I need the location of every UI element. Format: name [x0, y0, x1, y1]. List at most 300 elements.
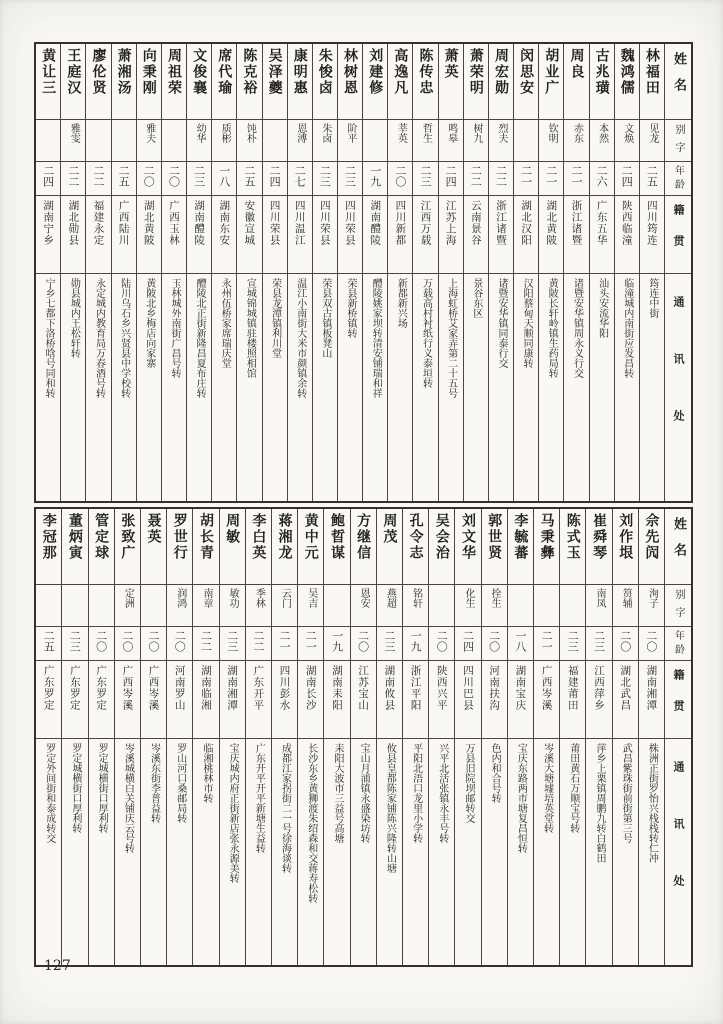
courtesy-cell	[534, 585, 559, 627]
origin-cell-text: 浙江平阳	[409, 665, 422, 711]
name-cell-text: 李毓蕃	[512, 513, 529, 561]
courtesy-cell	[313, 120, 337, 162]
courtesy-cell	[508, 585, 533, 627]
name-cell	[89, 509, 114, 585]
name-cell	[167, 509, 192, 585]
courtesy-cell-text: 定洲	[122, 588, 134, 608]
name-cell	[298, 509, 323, 585]
age-cell	[298, 627, 323, 661]
age-cell	[351, 627, 376, 661]
entry-column	[85, 44, 110, 501]
header-address-text: 通讯处	[672, 761, 685, 932]
name-cell-text: 周宏勋	[492, 48, 509, 96]
age-cell	[613, 627, 638, 661]
address-cell-text: 醴陵姚家坝转清安铺瑞和祥	[370, 278, 382, 398]
name-cell	[508, 509, 533, 585]
courtesy-cell-text: 文焕	[621, 123, 633, 143]
age-cell-text: 二六	[595, 165, 609, 187]
age-cell	[162, 162, 186, 196]
courtesy-cell	[590, 120, 614, 162]
age-cell	[539, 162, 563, 196]
origin-cell-text: 陕西兴平	[435, 665, 448, 711]
age-cell	[534, 627, 559, 661]
name-cell	[62, 509, 87, 585]
header-courtesy-text: 别字	[673, 124, 684, 160]
origin-cell	[237, 196, 261, 274]
name-cell	[115, 509, 140, 585]
age-cell	[388, 162, 412, 196]
address-cell	[413, 274, 437, 501]
address-cell-text: 岑溪大塘墟培英堂转	[541, 743, 553, 833]
address-cell	[220, 739, 245, 965]
courtesy-cell	[298, 585, 323, 627]
name-cell	[137, 44, 161, 120]
origin-cell	[489, 196, 513, 274]
address-cell	[288, 274, 312, 501]
origin-cell-text: 广西岑溪	[121, 665, 134, 711]
origin-cell-text: 湖南湘潭	[645, 665, 658, 711]
address-cell-text: 株洲正街罗怡兴栈栈转仁冲	[646, 743, 658, 863]
address-cell	[534, 739, 559, 965]
name-cell-text: 周茂	[381, 513, 398, 545]
address-cell-text: 荣县双古镇板凳山	[319, 278, 331, 358]
name-cell-text: 廖伦贤	[90, 48, 107, 96]
address-cell-text: 玉林城外南街广昌号转	[168, 278, 180, 378]
address-cell-text: 景谷东区	[470, 278, 482, 318]
name-cell	[187, 44, 211, 120]
address-cell	[338, 274, 362, 501]
header-column	[664, 509, 691, 965]
address-cell-text: 岑溪东街李普益转	[148, 743, 160, 823]
age-cell-text: 二三	[318, 165, 332, 187]
origin-cell-text: 广西陆川	[117, 200, 130, 246]
name-cell-text: 朱悛卤	[316, 48, 333, 96]
entry-column	[111, 44, 136, 501]
origin-cell	[508, 661, 533, 739]
courtesy-cell-text: 雅雯	[68, 123, 80, 143]
origin-cell	[246, 661, 271, 739]
name-cell	[36, 509, 61, 585]
header-origin-text: 籍贯	[672, 204, 685, 266]
name-cell-text: 鲍晢谋	[328, 513, 345, 561]
entry-column	[513, 44, 538, 501]
origin-cell-text: 湖南临湘	[199, 665, 212, 711]
courtesy-cell	[237, 120, 261, 162]
origin-cell	[560, 661, 585, 739]
age-cell-text: 二〇	[142, 165, 156, 187]
age-cell	[193, 627, 218, 661]
entry-column	[402, 509, 428, 965]
age-cell	[36, 627, 61, 661]
origin-cell	[89, 661, 114, 739]
age-cell	[263, 162, 287, 196]
address-cell	[187, 274, 211, 501]
header-origin	[665, 196, 691, 274]
entry-column	[337, 44, 362, 501]
origin-cell-text: 四川巴县	[461, 665, 474, 711]
address-cell-text: 莆田黄石万顺宝号转	[567, 743, 579, 833]
address-cell-text: 成都江家拐街二一号徐海谈转	[279, 743, 291, 873]
name-cell-text: 魏鸿儒	[618, 48, 635, 96]
header-courtesy-text: 别字	[673, 589, 684, 625]
origin-cell	[193, 661, 218, 739]
courtesy-cell	[338, 120, 362, 162]
courtesy-cell-text: 南章	[200, 588, 212, 608]
address-cell	[89, 739, 114, 965]
address-cell	[162, 274, 186, 501]
name-cell	[639, 509, 664, 585]
age-cell-text: 二五	[117, 165, 131, 187]
name-cell-text: 周敏	[224, 513, 241, 545]
origin-cell-text: 陕西临潼	[620, 200, 633, 246]
courtesy-cell	[112, 120, 136, 162]
name-cell	[615, 44, 639, 120]
name-cell-text: 聂英	[145, 513, 162, 545]
origin-cell-text: 湖南宁乡	[42, 200, 55, 246]
entry-column	[114, 509, 140, 965]
header-name	[665, 44, 691, 120]
name-cell	[388, 44, 412, 120]
origin-cell-text: 广东五华	[595, 200, 608, 246]
origin-cell-text: 广东罗定	[68, 665, 81, 711]
entry-column	[362, 44, 387, 501]
courtesy-cell-text: 钦明	[546, 123, 558, 143]
courtesy-cell	[212, 120, 236, 162]
origin-cell-text: 湖北汉阳	[520, 200, 533, 246]
origin-cell-text: 广西岑溪	[147, 665, 160, 711]
entry-column	[236, 44, 261, 501]
entry-column	[428, 509, 454, 965]
header-address-text: 通讯处	[672, 296, 685, 467]
name-cell-text: 胡业广	[543, 48, 560, 96]
address-cell	[61, 274, 85, 501]
age-cell-text: 二一	[278, 630, 292, 652]
courtesy-cell-text: 树九	[470, 123, 482, 143]
name-cell	[482, 509, 507, 585]
name-cell-text: 李冠那	[40, 513, 57, 561]
address-cell-text: 色内和合号转	[489, 743, 501, 803]
age-cell-text: 二七	[293, 165, 307, 187]
entry-column	[488, 44, 513, 501]
origin-cell-text: 四川温江	[293, 200, 306, 246]
origin-cell	[377, 661, 402, 739]
origin-cell	[534, 661, 559, 739]
origin-cell-text: 浙江诸暨	[570, 200, 583, 246]
age-cell	[363, 162, 387, 196]
name-cell-text: 陈式玉	[564, 513, 581, 561]
name-cell-text: 方继信	[355, 513, 372, 561]
age-cell	[508, 627, 533, 661]
origin-cell-text: 四川荣县	[268, 200, 281, 246]
courtesy-cell-text: 云门	[279, 588, 291, 608]
courtesy-cell	[586, 585, 611, 627]
address-cell-text: 平阳北浯口龙里小学转	[410, 743, 422, 843]
age-cell-text: 二〇	[487, 630, 501, 652]
name-cell-text: 高逸凡	[392, 48, 409, 96]
origin-cell	[115, 661, 140, 739]
name-cell-text: 李白英	[250, 513, 267, 561]
entry-column	[387, 44, 412, 501]
age-cell-text: 二〇	[120, 630, 134, 652]
courtesy-cell	[36, 120, 60, 162]
entry-column	[166, 509, 192, 965]
name-cell-text: 吴会治	[433, 513, 450, 561]
address-cell	[640, 274, 664, 501]
courtesy-cell	[272, 585, 297, 627]
name-cell-text: 刘文华	[459, 513, 476, 561]
age-cell	[89, 627, 114, 661]
address-cell	[403, 739, 428, 965]
age-cell-text: 二四	[620, 165, 634, 187]
courtesy-cell-text: 雅夫	[143, 123, 155, 143]
courtesy-cell	[220, 585, 245, 627]
age-cell-text: 二二	[66, 165, 80, 187]
origin-cell-text: 安徽宣城	[243, 200, 256, 246]
header-courtesy	[665, 120, 691, 162]
age-cell	[187, 162, 211, 196]
name-cell-text: 佘先闶	[643, 513, 660, 561]
name-cell	[141, 509, 166, 585]
name-cell-text: 孔令志	[407, 513, 424, 561]
courtesy-cell-text: 敏功	[227, 588, 239, 608]
age-cell-text: 二〇	[173, 630, 187, 652]
name-cell	[429, 509, 454, 585]
courtesy-cell	[489, 120, 513, 162]
courtesy-cell	[455, 585, 480, 627]
age-cell-text: 二一	[544, 165, 558, 187]
age-cell	[61, 162, 85, 196]
origin-cell	[167, 661, 192, 739]
name-cell	[351, 509, 376, 585]
name-cell	[455, 509, 480, 585]
name-cell-text: 周良	[568, 48, 585, 80]
origin-cell	[137, 196, 161, 274]
entry-column	[614, 44, 639, 501]
entry-column	[454, 509, 480, 965]
courtesy-cell-text: 哲生	[420, 123, 432, 143]
age-cell	[313, 162, 337, 196]
courtesy-cell	[464, 120, 488, 162]
name-cell-text: 蒋湘龙	[276, 513, 293, 561]
address-cell-text: 黄陂北乡梅店向家寨	[143, 278, 155, 368]
age-cell-text: 二三	[225, 630, 239, 652]
age-cell	[439, 162, 463, 196]
age-cell	[377, 627, 402, 661]
address-cell-text: 临湘桃林市转	[200, 743, 212, 803]
name-cell	[377, 509, 402, 585]
name-cell-text: 陈克裕	[241, 48, 258, 96]
age-cell-text: 二〇	[618, 630, 632, 652]
courtesy-cell	[539, 120, 563, 162]
address-cell	[377, 739, 402, 965]
age-cell	[36, 162, 60, 196]
courtesy-cell-text: 恩安	[358, 588, 370, 608]
entry-column	[161, 44, 186, 501]
courtesy-cell	[613, 585, 638, 627]
address-cell	[112, 274, 136, 501]
entry-column	[245, 509, 271, 965]
entry-column	[186, 44, 211, 501]
age-cell-text: 一九	[330, 630, 344, 652]
age-cell-text: 二三	[192, 165, 206, 187]
name-cell	[288, 44, 312, 120]
address-cell-text: 勋县城内王松轩转	[68, 278, 80, 358]
name-cell	[613, 509, 638, 585]
origin-cell-text: 湖北武昌	[619, 665, 632, 711]
name-cell	[212, 44, 236, 120]
courtesy-cell	[89, 585, 114, 627]
address-cell-text: 罗定外间街和泰成转交	[43, 743, 55, 843]
age-cell-text: 二二	[494, 165, 508, 187]
origin-cell-text: 湖南耒阳	[330, 665, 343, 711]
address-cell-text: 武昌紫珠街前街第三号	[620, 743, 632, 843]
address-cell	[489, 274, 513, 501]
origin-cell	[539, 196, 563, 274]
age-cell	[237, 162, 261, 196]
address-cell-text: 陆川乌石乡兴贤县中学校转	[118, 278, 130, 398]
courtesy-cell	[36, 585, 61, 627]
origin-cell	[288, 196, 312, 274]
address-cell-text: 永州伍桥家席瑞庆堂	[219, 278, 231, 368]
origin-cell	[351, 661, 376, 739]
origin-cell	[439, 196, 463, 274]
age-cell	[429, 627, 454, 661]
origin-cell-text: 湖南攸县	[383, 665, 396, 711]
name-cell-text: 黄让三	[40, 48, 57, 96]
origin-cell-text: 河南罗山	[173, 665, 186, 711]
origin-cell	[220, 661, 245, 739]
name-cell	[489, 44, 513, 120]
age-cell	[167, 627, 192, 661]
name-cell	[539, 44, 563, 120]
address-cell	[482, 739, 507, 965]
origin-cell	[141, 661, 166, 739]
address-cell	[351, 739, 376, 965]
age-cell-text: 二〇	[356, 630, 370, 652]
entry-column	[88, 509, 114, 965]
entry-column	[585, 509, 611, 965]
age-cell	[514, 162, 538, 196]
courtesy-cell-text: 燕超	[384, 588, 396, 608]
origin-cell	[464, 196, 488, 274]
age-cell-text: 二〇	[147, 630, 161, 652]
address-cell	[246, 739, 271, 965]
name-cell-text: 管定球	[93, 513, 110, 561]
origin-cell	[514, 196, 538, 274]
entry-column	[211, 44, 236, 501]
origin-cell	[272, 661, 297, 739]
origin-cell	[298, 661, 323, 739]
age-cell-text: 二二	[251, 630, 265, 652]
courtesy-cell	[263, 120, 287, 162]
entry-column	[36, 509, 61, 965]
origin-cell-text: 四川筠连	[645, 200, 658, 246]
address-cell-text: 筠连中街	[646, 278, 658, 318]
address-cell	[590, 274, 614, 501]
name-cell-text: 陈传忠	[417, 48, 434, 96]
name-cell	[564, 44, 588, 120]
age-cell	[586, 627, 611, 661]
name-cell-text: 文俊襄	[191, 48, 208, 96]
header-age	[665, 627, 691, 661]
name-cell-text: 刘建修	[367, 48, 384, 96]
register-table-top	[34, 42, 693, 503]
name-cell	[112, 44, 136, 120]
courtesy-cell-text: 拴生	[489, 588, 501, 608]
age-cell	[324, 627, 349, 661]
origin-cell	[62, 661, 87, 739]
address-cell	[36, 274, 60, 501]
age-cell	[482, 627, 507, 661]
entry-column	[192, 509, 218, 965]
courtesy-cell-text: 润鸿	[174, 588, 186, 608]
name-cell	[86, 44, 110, 120]
address-cell	[455, 739, 480, 965]
origin-cell	[388, 196, 412, 274]
entry-column	[36, 44, 60, 501]
address-cell-text: 诸暨安华镇同泰行交	[495, 278, 507, 368]
address-cell	[115, 739, 140, 965]
name-cell-text: 林树恩	[342, 48, 359, 96]
courtesy-cell	[377, 585, 402, 627]
origin-cell	[590, 196, 614, 274]
name-cell-text: 林福田	[643, 48, 660, 96]
courtesy-cell-text: 饨朴	[244, 123, 256, 143]
age-cell-text: 二一	[304, 630, 318, 652]
age-cell-text: 二三	[343, 165, 357, 187]
courtesy-cell	[403, 585, 428, 627]
courtesy-cell	[115, 585, 140, 627]
courtesy-cell-text: 朱卤	[319, 123, 331, 143]
entry-column	[271, 509, 297, 965]
name-cell-text: 张致广	[119, 513, 136, 561]
name-cell-text: 康明惠	[291, 48, 308, 96]
age-cell	[639, 627, 664, 661]
courtesy-cell	[246, 585, 271, 627]
age-cell-text: 二〇	[393, 165, 407, 187]
origin-cell-text: 广东开平	[252, 665, 265, 711]
header-courtesy	[665, 585, 691, 627]
origin-cell-text: 湖南宝庆	[514, 665, 527, 711]
age-cell	[615, 162, 639, 196]
age-cell	[455, 627, 480, 661]
address-cell-text: 新都新兴场	[395, 278, 407, 328]
courtesy-cell-text: 本然	[596, 123, 608, 143]
courtesy-cell-text: 质彬	[219, 123, 231, 143]
courtesy-cell	[388, 120, 412, 162]
origin-cell-text: 湖南湘潭	[226, 665, 239, 711]
address-cell	[615, 274, 639, 501]
courtesy-cell-text: 筼辅	[620, 588, 632, 608]
origin-cell-text: 湖北黄陂	[142, 200, 155, 246]
address-cell	[429, 739, 454, 965]
courtesy-cell-text: 南凤	[593, 588, 605, 608]
age-cell-text: 二〇	[167, 165, 181, 187]
address-cell	[388, 274, 412, 501]
origin-cell	[61, 196, 85, 274]
origin-cell	[639, 661, 664, 739]
origin-cell	[615, 196, 639, 274]
address-cell	[212, 274, 236, 501]
header-age	[665, 162, 691, 196]
courtesy-cell	[514, 120, 538, 162]
name-cell-text: 闵思安	[518, 48, 535, 96]
courtesy-cell-text: 鸣皋	[445, 123, 457, 143]
address-cell	[613, 739, 638, 965]
header-address	[665, 274, 691, 501]
age-cell-text: 二一	[569, 165, 583, 187]
age-cell	[115, 627, 140, 661]
